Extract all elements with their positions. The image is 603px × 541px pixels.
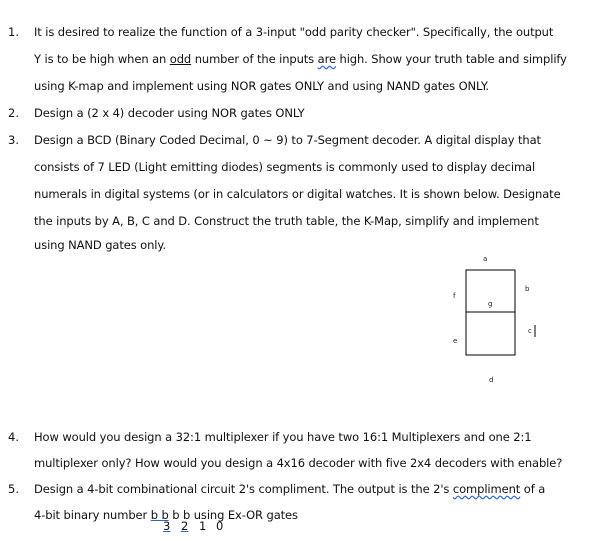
segment-label-e: e (453, 337, 458, 345)
question-text-line: using K-map and implement using NOR gates ONLY and using NAND gates ONLY. (34, 79, 489, 93)
question-number: 4. (8, 430, 19, 444)
subscript-2: 2 (181, 519, 189, 533)
subscript-0: 0 (216, 519, 224, 533)
question-text-line: multiplexer only? How would you design a 4x16 decoder with five 2x4 decoders with enable? (34, 456, 563, 470)
question-number: 2. (8, 106, 19, 120)
segment-label-c: c (528, 327, 532, 335)
seven-segment-figure (448, 252, 548, 392)
segment-label-a: a (483, 255, 488, 263)
segment-label-b: b (525, 285, 530, 293)
question-text-line: Design a 4-bit combinational circuit 2's compliment. The output is the 2's compliment of a (34, 482, 546, 496)
segment-label-g: g (488, 300, 493, 308)
question-text-line: Design a (2 x 4) decoder using NOR gates ONLY (34, 106, 305, 120)
subscript-3: 3 (163, 519, 171, 533)
question-text-line: the inputs by A, B, C and D. Construct the truth table, the K-Map, simplify and implement (34, 214, 539, 228)
question-text-line: numerals in digital systems (or in calculators or digital watches. It is shown below. Designate (34, 187, 561, 201)
question-text-line: consists of 7 LED (Light emitting diodes) segments is commonly used to display decimal (34, 160, 536, 174)
question-text-line: It is desired to realize the function of a 3-input "odd parity checker". Specifically, the output (34, 25, 554, 39)
question-number: 1. (8, 25, 19, 39)
question-number: 3. (8, 133, 19, 147)
segment-label-d: d (489, 376, 494, 384)
subscript-1: 1 (199, 519, 207, 533)
question-number: 5. (8, 482, 19, 496)
question-text-line: Design a BCD (Binary Coded Decimal, 0 ~ 9) to 7-Segment decoder. A digital display that (34, 133, 541, 147)
seven-segment-outline (448, 252, 548, 392)
question-text-line: Y is to be high when an odd number of the inputs are high. Show your truth table and simplify (34, 52, 567, 66)
question-text-line: How would you design a 32:1 multiplexer if you have two 16:1 Multiplexers and one 2:1 (34, 430, 532, 444)
question-text-line: 4-bit binary number b b b b using Ex-OR gates (34, 508, 298, 522)
segment-label-f: f (453, 292, 456, 300)
question-text-line: using NAND gates only. (34, 238, 167, 252)
